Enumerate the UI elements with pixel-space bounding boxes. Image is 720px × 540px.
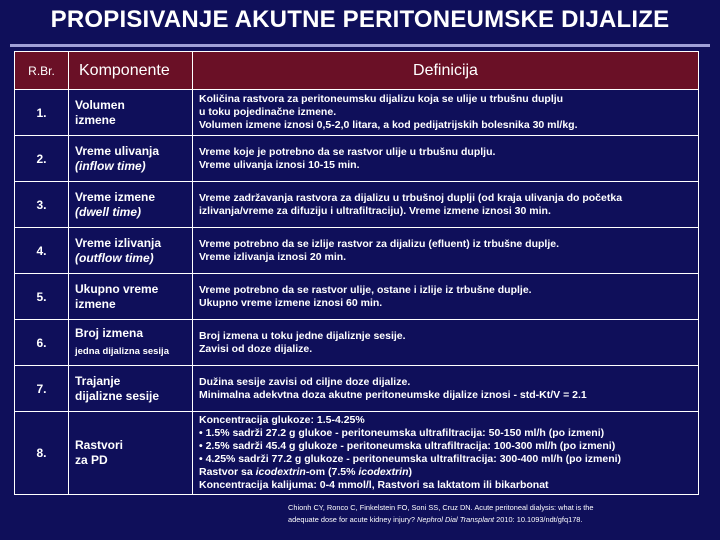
definition-line: u toku pojedinačne izmene. [199,106,337,118]
citation-line2-a: adequate dose for acute kidney injury? [288,515,418,524]
definition-line: Vreme potrebno da se izlije rastvor za dijalizu (efluent) iz trbušne duplje. [199,237,559,250]
definition-line: Rastvor sa icodextrin-om (7.5% icodextrin) [199,466,413,478]
definition-line: Koncentracija kalijuma: 0-4 mmol/l, Rastvori sa laktatom ili bikarbonat [199,479,549,491]
row-number: 7. [15,366,69,412]
prescription-table [14,51,699,495]
definition-line: izlivanja/vreme za difuziju i ultrafiltraciju). Vreme izmene iznosi 30 min. [199,204,551,217]
table-row [15,228,699,274]
title-divider [10,44,710,47]
table-row [15,90,699,136]
component-cell [69,136,193,182]
definition-line: Koncentracija glukoze: 1.5-4.25% [199,414,365,426]
component-line: Vreme izlivanja [75,235,162,250]
row-number: 8. [15,412,69,495]
definition-cell [193,366,699,412]
component-line: Vreme izmene [75,189,156,204]
row-number: 5. [15,274,69,320]
component-line: (outflow time) [75,250,154,265]
table-header-row [15,52,699,90]
definition-cell [193,320,699,366]
row-number: 1. [15,90,69,136]
table-row [15,366,699,412]
component-line: Volumen [75,97,125,112]
component-line: Vreme ulivanja [75,143,160,158]
component-line: (dwell time) [75,204,142,219]
definition-cell [193,412,699,495]
definition-cell [193,136,699,182]
header-rbr: R.Br. [15,52,69,90]
component-line: Ukupno vreme [75,281,159,296]
component-cell [69,366,193,412]
table-row [15,182,699,228]
component-cell [69,412,193,495]
component-line: izmene [75,296,116,311]
citation-journal: Nephrol Dial Transplant [417,515,495,524]
definition-line: Zavisi od doze dijalize. [199,342,313,355]
header-definicija: Definicija [193,52,699,90]
component-line: dijalizne sesije [75,388,160,403]
definition-line: Minimalna adekvtna doza akutne peritoneumske dijalize iznosi - std-Kt/V = 2.1 [199,388,587,401]
component-subtext: jedna dijalizna sesija [75,346,169,357]
definition-line: Količina rastvora za peritoneumsku dijalizu koja se ulije u trbušnu duplju [199,93,564,105]
definition-line: Dužina sesije zavisi od ciljne doze dijalize. [199,375,411,388]
definition-line: Vreme koje je potrebno da se rastvor ulije u trbušnu duplju. [199,145,496,158]
table-row [15,320,699,366]
component-cell [69,274,193,320]
component-line: Rastvori [75,438,124,452]
component-cell [69,182,193,228]
citation [288,502,708,526]
component-line: izmene [75,112,116,127]
definition-line: Vreme ulivanja iznosi 10-15 min. [199,158,360,171]
definition-line: Vreme izlivanja iznosi 20 min. [199,250,347,263]
citation-line1: Chionh CY, Ronco C, Finkelstein FO, Soni SS, Cruz DN. Acute peritoneal dialysis: what is the [288,503,594,512]
row-number: 2. [15,136,69,182]
page-title: PROPISIVANJE AKUTNE PERITONEUMSKE DIJALIZE [50,6,670,33]
definition-line: Volumen izmene iznosi 0,5-2,0 litara, a kod pedijatrijskih bolesnika 30 ml/kg. [199,119,578,131]
definition-cell [193,228,699,274]
row-number: 6. [15,320,69,366]
component-line: Trajanje [75,373,121,388]
definition-cell [193,90,699,136]
table-row [15,136,699,182]
definition-line: • 4.25% sadrži 77.2 g glukoze - peritoneumska ultrafiltracija: 300-400 ml/h (po izmeni) [199,453,622,465]
row-number: 3. [15,182,69,228]
definition-line: • 1.5% sadrži 27.2 g glukoe - peritoneumska ultrafiltracija: 50-150 ml/h (po izmeni) [199,427,605,439]
definition-line: • 2.5% sadrži 45.4 g glukoze - peritoneumska ultrafiltracija: 100-300 ml/h (po izmeni) [199,440,616,452]
component-line: Broj izmena [75,326,144,340]
citation-line2-b: 2010: 10.1093/ndt/gfq178. [494,515,583,524]
component-cell [69,228,193,274]
row-number: 4. [15,228,69,274]
definition-cell [193,274,699,320]
component-line: (inflow time) [75,158,146,173]
definition-line: Vreme zadržavanja rastvora za dijalizu u trbušnoj duplji (od kraja ulivanja do početka [199,191,623,204]
definition-cell [193,182,699,228]
definition-line: Broj izmena u toku jedne dijaliznje sesije. [199,329,406,342]
definition-line: Vreme potrebno da se rastvor ulije, ostane i izlije iz trbušne duplje. [199,283,532,296]
component-cell [69,90,193,136]
header-komponente: Komponente [69,52,193,90]
component-line: za PD [75,453,108,467]
table-row [15,274,699,320]
table-row [15,412,699,495]
component-cell [69,320,193,366]
definition-line: Ukupno vreme izmene iznosi 60 min. [199,296,383,309]
